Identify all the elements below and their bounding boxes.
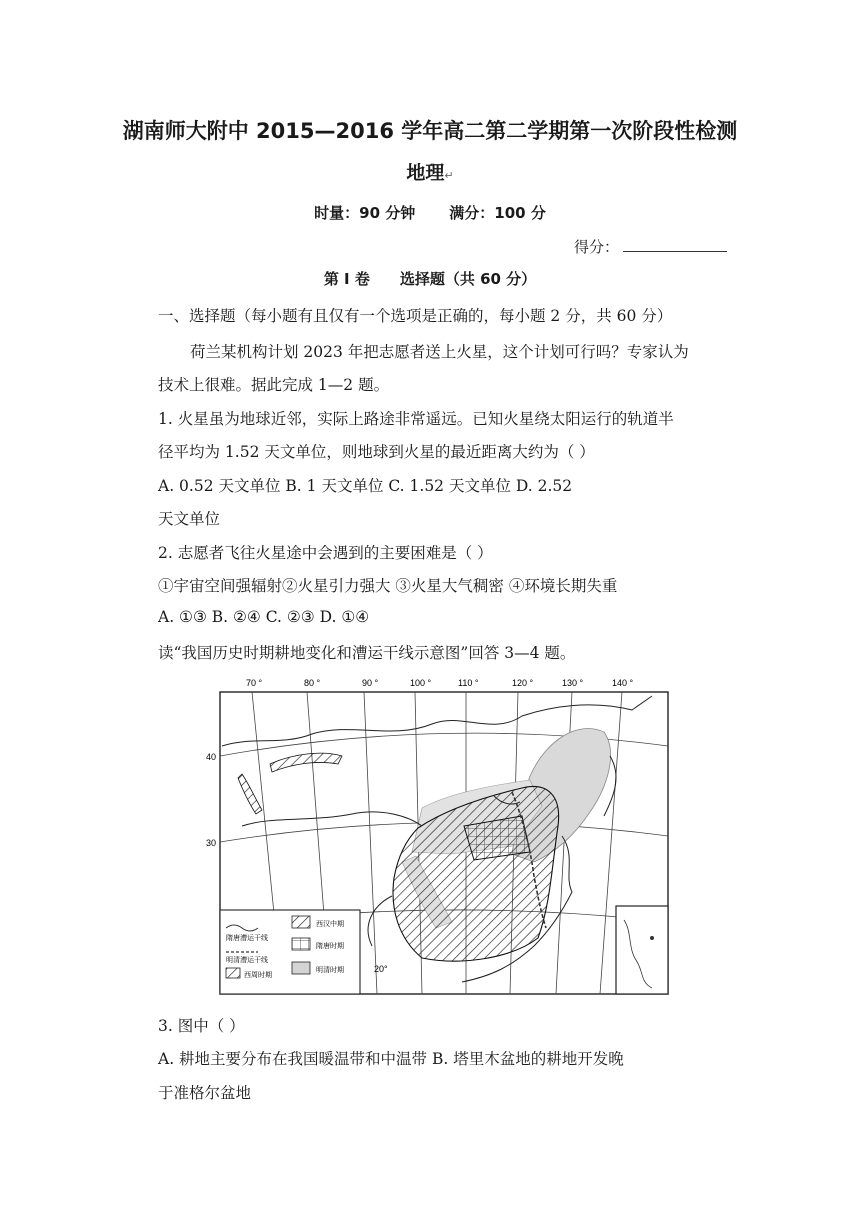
lat-label-30: 30: [206, 838, 217, 848]
legend-warring-states: 西周时期: [244, 972, 272, 979]
score-field: [574, 236, 727, 257]
q1-line1: 1. 火星虽为地球近邻，实际上路途非常遥远。已知火星绕太阳运行的轨道半: [158, 410, 674, 428]
score-label: 得分：: [574, 238, 620, 256]
subject-heading: [0, 158, 860, 185]
cropland-map: [206, 676, 678, 998]
inset-map: [616, 906, 668, 994]
context1-line2: 技术上很难。据此完成 1—2 题。: [158, 376, 390, 394]
q1-options-wrap: 天文单位: [158, 510, 221, 528]
lon-label-80: 80 °: [304, 678, 321, 688]
legend-route-mingqing: 明清漕运干线: [226, 957, 268, 964]
exam-meta: [0, 202, 860, 223]
lon-label-110: 110 °: [458, 678, 479, 688]
legend-swatch-warring: [226, 968, 240, 978]
paragraph-mark: ↵: [444, 169, 454, 182]
legend-western-han: 西汉中期: [316, 921, 344, 928]
exam-title: 湖南师大附中 2015—2016 学年高二第二学期第一次阶段性检测: [122, 119, 738, 143]
lat-label-40: 40: [206, 752, 217, 762]
lon-label-90: 90 °: [362, 678, 379, 688]
q3-options: A. 耕地主要分布在我国暖温带和中温带 B. 塔里木盆地的耕地开发晚: [158, 1050, 624, 1068]
legend-route-suitang: 隋唐漕运干线: [226, 935, 268, 942]
q3-options-wrap: 于准格尔盆地: [158, 1084, 252, 1102]
lon-label-120: 120 °: [512, 678, 534, 688]
section-name: 选择题（共 60 分）: [399, 270, 537, 288]
map-intro: 读“我国历史时期耕地变化和漕运干线示意图”回答 3—4 题。: [158, 644, 576, 662]
q1-options: A. 0.52 天文单位 B. 1 天文单位 C. 1.52 天文单位 D. 2.52: [158, 477, 573, 495]
lon-label-100: 100 °: [410, 678, 432, 688]
legend-swatch-han: [292, 916, 310, 928]
inset-island: [650, 936, 654, 940]
q2-stem: 2. 志愿者飞往火星途中会遇到的主要困难是（ ）: [158, 544, 493, 562]
section-volume: 第 I 卷: [323, 270, 370, 288]
q3-stem: 3. 图中（ ）: [158, 1017, 245, 1035]
lon-label-140: 140 °: [612, 678, 634, 688]
legend-swatch-suitang: [292, 938, 310, 950]
lon-label-130: 130 °: [562, 678, 584, 688]
instruction: 一、选择题（每小题有且仅有一个选项是正确的，每小题 2 分，共 60 分）: [158, 307, 673, 325]
lat-label-20: 20°: [374, 964, 388, 974]
map-legend: [220, 910, 360, 994]
legend-swatch-mingqing: [292, 962, 310, 974]
q1-line2: 径平均为 1.52 天文单位，则地球到火星的最近距离大约为（ ）: [158, 443, 595, 461]
q2-options: A. ①③ B. ②④ C. ②③ D. ①④: [158, 608, 370, 626]
subject-text: 地理: [406, 162, 445, 184]
time-limit: 时量：90 分钟: [314, 204, 416, 222]
legend-sui-tang: 隋唐时期: [316, 943, 344, 950]
context1-line1: 荷兰某机构计划 2023 年把志愿者送上火星，这个计划可行吗？专家认为: [190, 343, 689, 361]
section-heading: [0, 268, 860, 289]
score-blank: [623, 239, 727, 252]
q2-statements: ①宇宙空间强辐射②火星引力强大 ③火星大气稠密 ④环境长期失重: [158, 577, 618, 595]
legend-ming-qing: 明清时期: [316, 967, 344, 974]
lon-label-70: 70 °: [246, 678, 263, 688]
full-score: 满分：100 分: [449, 204, 546, 222]
